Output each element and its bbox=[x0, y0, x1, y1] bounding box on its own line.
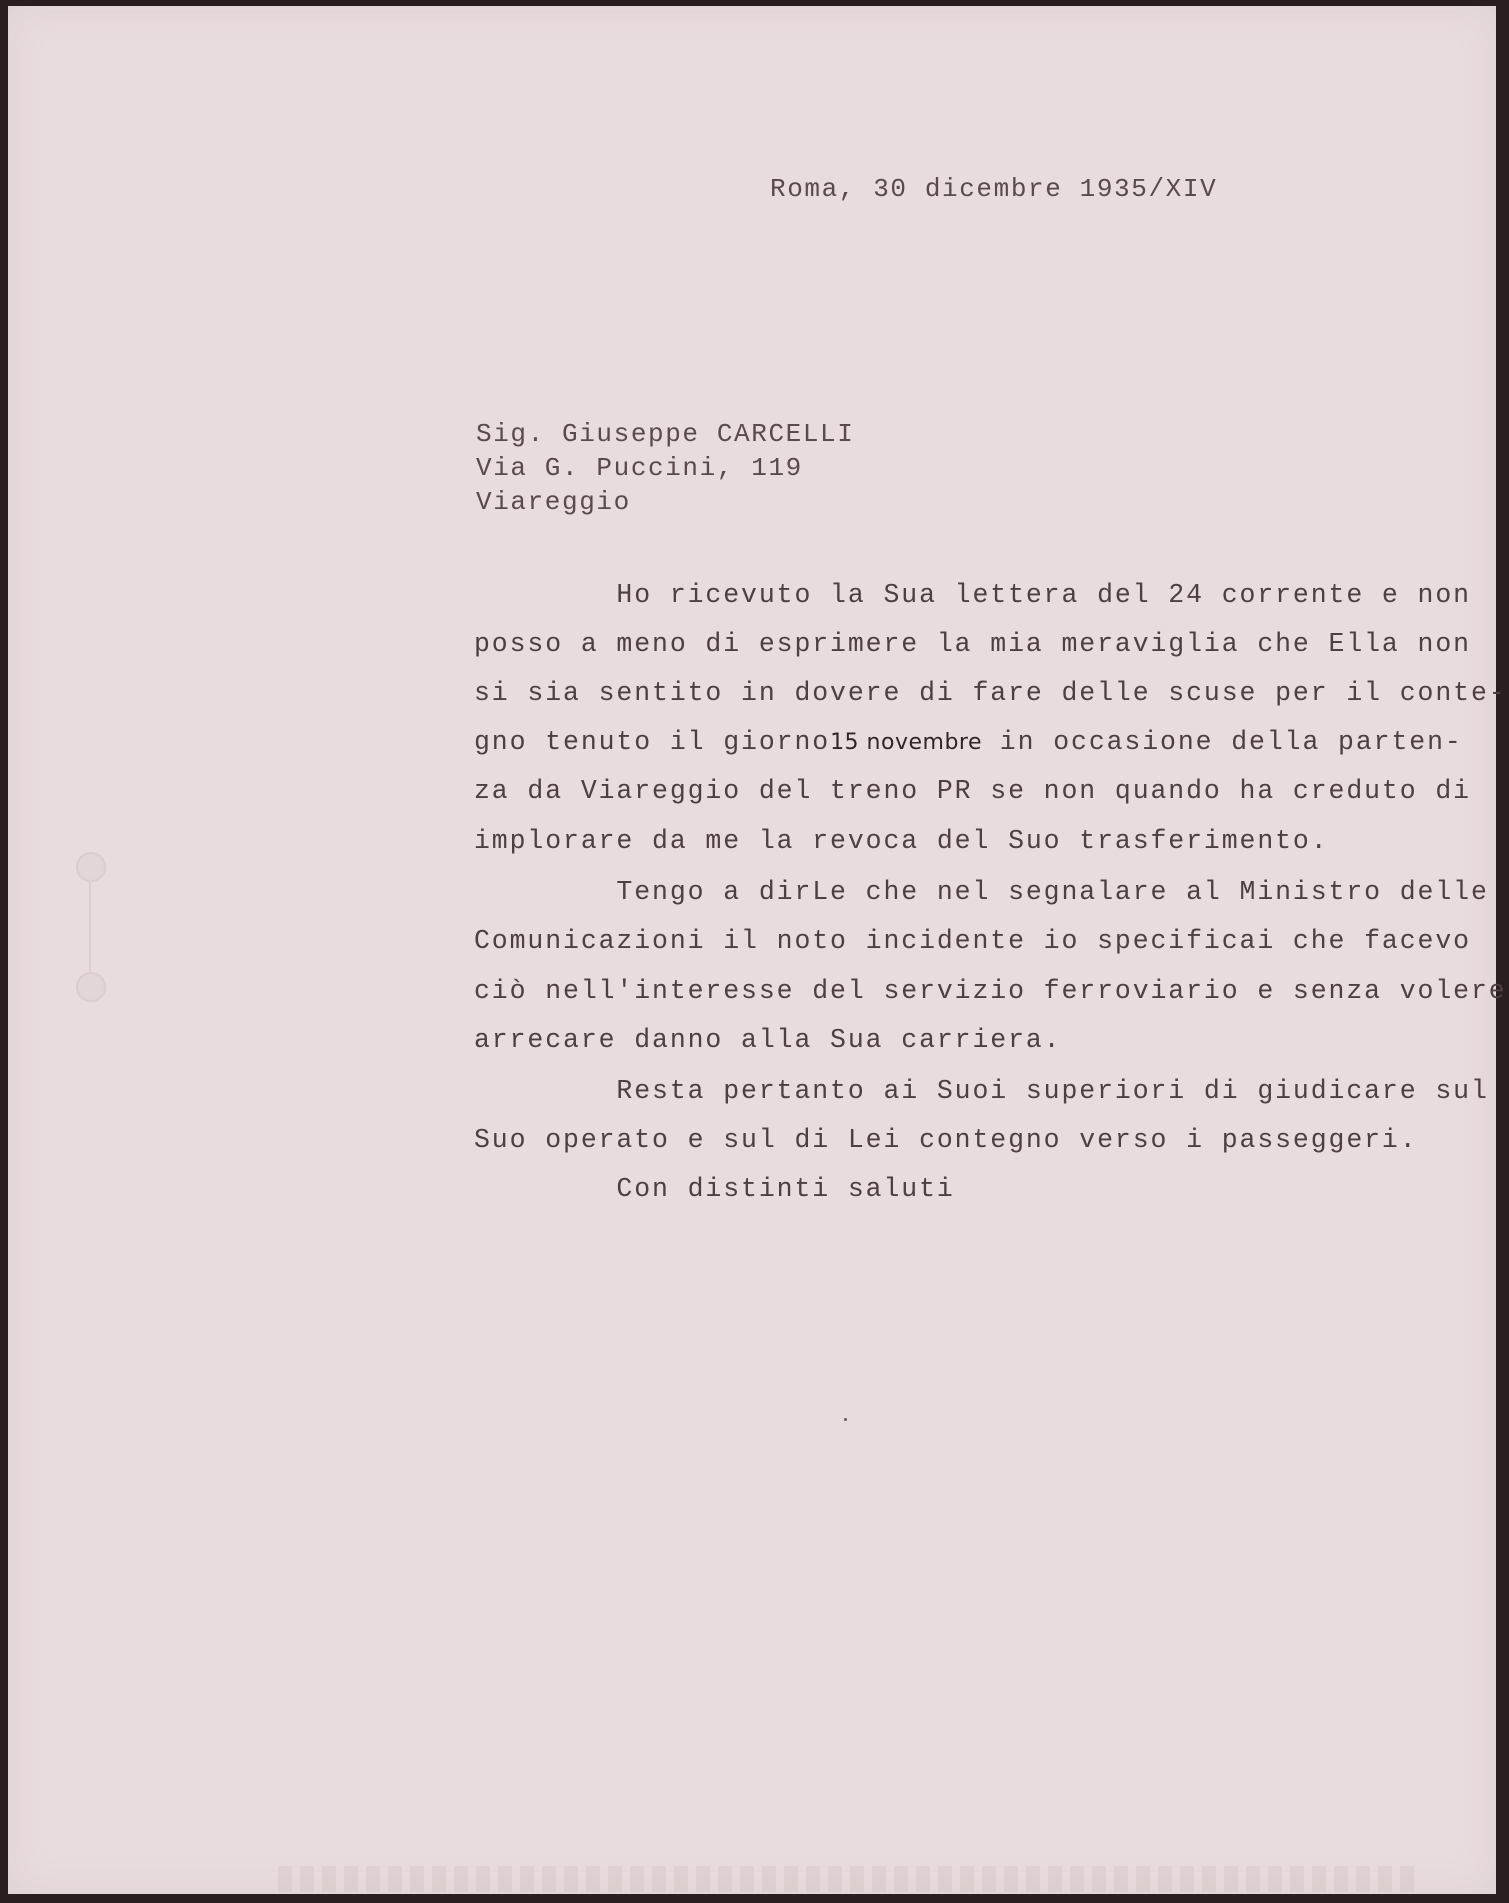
body-line-7: Tengo a dirLe che nel segnalare al Ministro delle bbox=[474, 877, 1489, 907]
letter-date: Roma, 30 dicembre 1935/XIV bbox=[770, 174, 1218, 204]
body-line-12: Suo operato e sul di Lei contegno verso i passeggeri. bbox=[474, 1125, 1418, 1155]
ink-speck bbox=[844, 1418, 847, 1421]
bleed-through-line bbox=[278, 1866, 1418, 1892]
body-line-1: Ho ricevuto la Sua lettera del 24 corrente e non bbox=[474, 580, 1471, 610]
recipient-city: Viareggio bbox=[476, 487, 631, 517]
recipient-street: Via G. Puccini, 119 bbox=[476, 453, 803, 483]
body-line-9: ciò nell'interesse del servizio ferroviario e senza volere bbox=[474, 976, 1507, 1006]
body-line-13: Con distinti saluti bbox=[474, 1174, 955, 1204]
punch-connector bbox=[89, 880, 91, 972]
punch-hole-bottom bbox=[76, 972, 106, 1002]
punch-hole-top bbox=[76, 852, 106, 882]
body-line-2: posso a meno di esprimere la mia meraviglia che Ella non bbox=[474, 629, 1471, 659]
body-line-5: za da Viareggio del treno PR se non quando ha creduto di bbox=[474, 776, 1471, 806]
body-line-4-start: gno tenuto il giorno bbox=[474, 727, 831, 757]
recipient-name: Sig. Giuseppe CARCELLI bbox=[476, 419, 855, 449]
body-line-10: arrecare danno alla Sua carriera. bbox=[474, 1025, 1062, 1055]
body-line-4-end: in occasione della parten- bbox=[982, 727, 1463, 757]
body-line-8: Comunicazioni il noto incidente io specificai che facevo bbox=[474, 926, 1471, 956]
handwritten-date: 15 novembre bbox=[830, 730, 982, 755]
body-line-4 bbox=[474, 727, 1463, 757]
letter-sheet bbox=[8, 6, 1507, 1894]
body-line-6: implorare da me la revoca del Suo trasferimento. bbox=[474, 826, 1329, 856]
body-line-3: si sia sentito in dovere di fare delle scuse per il conte- bbox=[474, 678, 1507, 708]
body-line-11: Resta pertanto ai Suoi superiori di giudicare sul bbox=[474, 1076, 1489, 1106]
